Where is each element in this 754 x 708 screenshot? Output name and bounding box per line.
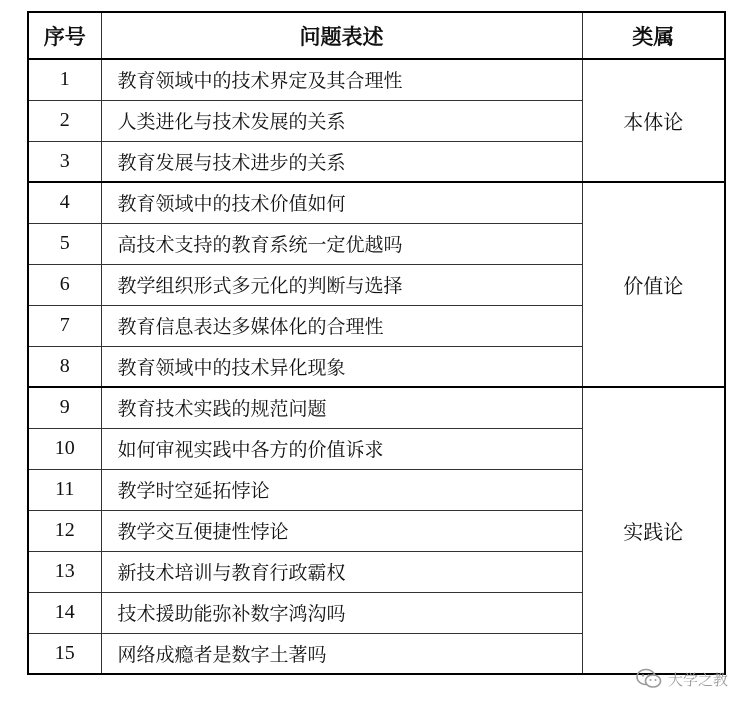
row-description: 教学组织形式多元化的判断与选择 (101, 264, 582, 305)
row-number: 8 (28, 346, 101, 387)
row-description: 高技术支持的教育系统一定优越吗 (101, 223, 582, 264)
category-cell: 本体论 (582, 59, 725, 182)
row-number: 14 (28, 592, 101, 633)
table-row (28, 182, 725, 223)
row-number: 13 (28, 551, 101, 592)
table-header-row (28, 12, 725, 59)
row-number: 1 (28, 59, 101, 100)
category-cell: 价值论 (582, 182, 725, 387)
header-category: 类属 (582, 12, 725, 59)
row-number: 11 (28, 469, 101, 510)
table-body (28, 59, 725, 674)
row-number: 7 (28, 305, 101, 346)
row-number: 5 (28, 223, 101, 264)
row-number: 9 (28, 387, 101, 428)
header-number: 序号 (28, 12, 101, 59)
row-number: 15 (28, 633, 101, 674)
row-description: 新技术培训与教育行政霸权 (101, 551, 582, 592)
row-description: 技术援助能弥补数字鸿沟吗 (101, 592, 582, 633)
row-description: 教育信息表达多媒体化的合理性 (101, 305, 582, 346)
issues-table-container (27, 11, 724, 675)
row-description: 教育领域中的技术价值如何 (101, 182, 582, 223)
row-number: 3 (28, 141, 101, 182)
row-description: 人类进化与技术发展的关系 (101, 100, 582, 141)
row-description: 网络成瘾者是数字土著吗 (101, 633, 582, 674)
row-description: 教学时空延拓悖论 (101, 469, 582, 510)
table-row (28, 59, 725, 100)
row-number: 12 (28, 510, 101, 551)
header-description: 问题表述 (101, 12, 582, 59)
row-description: 教育领域中的技术异化现象 (101, 346, 582, 387)
row-description: 教育发展与技术进步的关系 (101, 141, 582, 182)
row-description: 教育技术实践的规范问题 (101, 387, 582, 428)
watermark-text: 大学之教 (667, 670, 728, 689)
row-number: 4 (28, 182, 101, 223)
watermark (636, 668, 728, 690)
issues-table (27, 11, 726, 675)
category-cell: 实践论 (582, 387, 725, 674)
row-number: 10 (28, 428, 101, 469)
row-number: 6 (28, 264, 101, 305)
row-number: 2 (28, 100, 101, 141)
row-description: 如何审视实践中各方的价值诉求 (101, 428, 582, 469)
wechat-icon (636, 668, 662, 690)
table-row (28, 387, 725, 428)
row-description: 教育领域中的技术界定及其合理性 (101, 59, 582, 100)
row-description: 教学交互便捷性悖论 (101, 510, 582, 551)
